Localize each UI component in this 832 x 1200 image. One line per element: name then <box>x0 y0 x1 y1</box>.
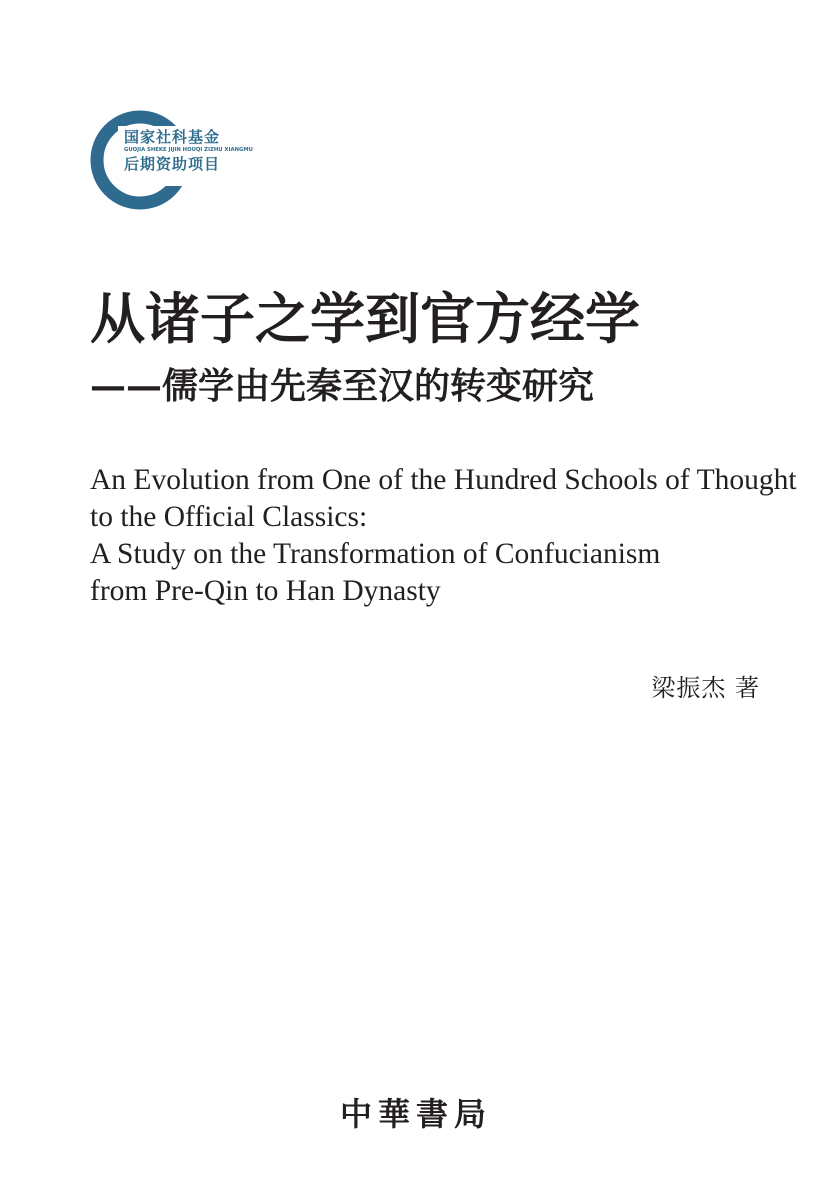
logo-pinyin: GUOJIA SHEKE JIJIN HOUQI ZIZHU XIANGMU <box>124 147 253 153</box>
fund-logo <box>88 108 258 212</box>
publisher-logo: 中華書局 <box>339 1095 492 1133</box>
subtitle-chinese: ——儒学由先秦至汉的转变研究 <box>90 365 595 407</box>
title-english-line: An Evolution from One of the Hundred Schools of Thought <box>90 464 797 496</box>
title-english <box>90 462 797 610</box>
author: 梁振杰 著 <box>651 674 760 702</box>
logo-line1: 国家社科基金 <box>124 128 221 146</box>
title-english-line: from Pre-Qin to Han Dynasty <box>90 575 441 607</box>
logo-text <box>124 128 258 173</box>
title-chinese: 从诸子之学到官方经学 <box>90 286 641 351</box>
title-english-line: to the Official Classics: <box>90 501 368 533</box>
title-english-line: A Study on the Transformation of Confucianism <box>90 538 661 570</box>
logo-line2: 后期资助项目 <box>124 155 221 173</box>
